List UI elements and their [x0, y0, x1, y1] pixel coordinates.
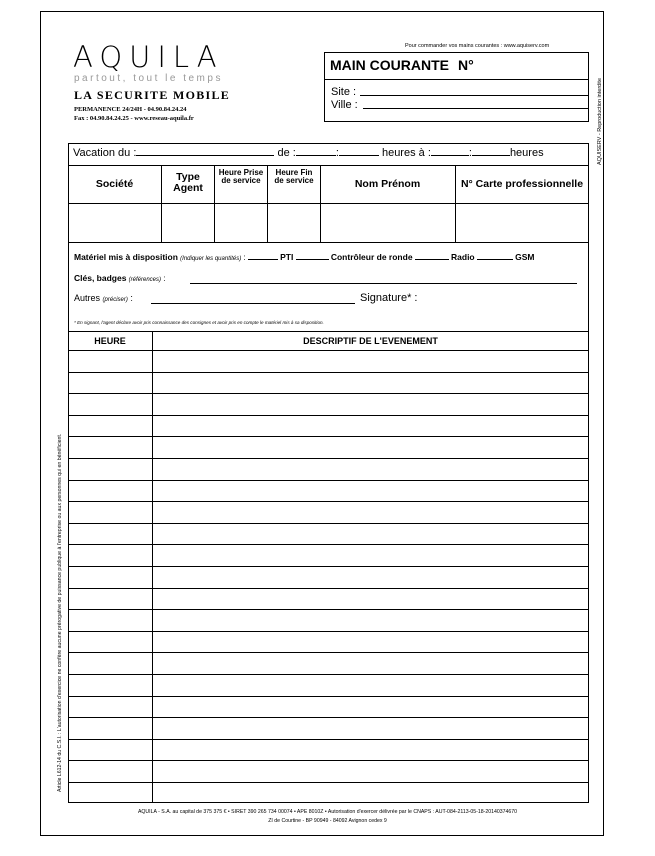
title-divider — [325, 79, 588, 80]
end-minute-field[interactable] — [472, 155, 510, 156]
event-description-cell[interactable] — [153, 632, 588, 652]
event-description-cell[interactable] — [153, 502, 588, 522]
event-heure-cell[interactable] — [69, 502, 152, 522]
col-header-heure: HEURE — [94, 336, 126, 346]
staff-table-top — [68, 165, 589, 166]
company-name: LA SECURITE MOBILE — [74, 88, 231, 102]
col-header-carte-pro: N° Carte professionnelle — [460, 178, 584, 190]
pti-label: PTI — [280, 252, 294, 262]
event-description-cell[interactable] — [153, 373, 588, 393]
col-header-heure-fin: Heure Fin de service — [274, 168, 314, 186]
event-heure-cell[interactable] — [69, 589, 152, 609]
end-hour-field[interactable] — [431, 155, 469, 156]
radio-label: Radio — [451, 252, 475, 262]
event-heure-cell[interactable] — [69, 545, 152, 565]
event-heure-cell[interactable] — [69, 524, 152, 544]
event-description-cell[interactable] — [153, 589, 588, 609]
heure-fin-cell[interactable] — [268, 204, 320, 241]
main-courante-box — [324, 52, 589, 122]
ville-label: Ville : — [331, 99, 358, 111]
cles-row — [74, 273, 165, 283]
event-description-cell[interactable] — [153, 653, 588, 673]
event-description-cell[interactable] — [153, 718, 588, 738]
number-label: N° — [458, 57, 474, 73]
event-description-cell[interactable] — [153, 351, 588, 371]
gsm-qty-field[interactable] — [477, 259, 513, 260]
event-description-cell[interactable] — [153, 524, 588, 544]
company-tagline: partout, tout le temps — [74, 73, 223, 84]
cles-field[interactable] — [190, 283, 577, 284]
vacation-de-label: de : — [277, 147, 296, 159]
col-header-societe: Société — [95, 178, 134, 190]
autres-field[interactable] — [151, 303, 355, 304]
type-agent-cell[interactable] — [162, 204, 214, 241]
event-description-cell[interactable] — [153, 567, 588, 587]
event-description-cell[interactable] — [153, 545, 588, 565]
event-description-cell[interactable] — [153, 481, 588, 501]
societe-cell[interactable] — [69, 204, 161, 241]
event-heure-cell[interactable] — [69, 610, 152, 630]
autres-row — [74, 293, 133, 303]
site-field[interactable] — [360, 95, 588, 96]
nom-prenom-cell[interactable] — [321, 204, 455, 241]
materiel-colon: : — [243, 253, 246, 262]
start-minute-field[interactable] — [339, 155, 379, 156]
events-table-top — [68, 331, 589, 332]
event-heure-cell[interactable] — [69, 459, 152, 479]
vacation-heures-label: heures — [509, 147, 544, 159]
event-heure-cell[interactable] — [69, 567, 152, 587]
pti-qty-field[interactable] — [248, 259, 278, 260]
order-note: Pour commander vos mains courantes : www.aquiserv.com — [405, 43, 550, 49]
vacation-label: Vacation du : — [73, 147, 137, 159]
vacation-heures-a-label: heures à : — [381, 147, 431, 159]
autres-label: Autres — [74, 293, 101, 303]
event-description-cell[interactable] — [153, 740, 588, 760]
event-heure-cell[interactable] — [69, 632, 152, 652]
heure-prise-cell[interactable] — [215, 204, 267, 241]
site-label: Site : — [331, 86, 357, 98]
autres-hint: (préciser) — [102, 297, 128, 303]
event-heure-cell[interactable] — [69, 718, 152, 738]
cles-hint: (références) — [128, 277, 162, 283]
col-header-descriptif: DESCRIPTIF DE L'EVENEMENT — [303, 336, 438, 346]
materiel-label: Matériel mis à disposition — [74, 252, 178, 262]
event-description-cell[interactable] — [153, 610, 588, 630]
event-heure-cell[interactable] — [69, 697, 152, 717]
carte-pro-cell[interactable] — [456, 204, 588, 241]
signature-label: Signature* : — [360, 292, 418, 304]
event-heure-cell[interactable] — [69, 761, 152, 781]
event-row-line — [68, 782, 589, 783]
signature-field[interactable] — [428, 290, 583, 305]
materiel-hint: (Indiquer les quantités) — [180, 256, 242, 262]
vacation-date-field[interactable] — [136, 155, 274, 156]
legal-article-notice: Article L612-14 du C.S.I. : L'autorisation d'exercice ne confère aucune prérogative de puissance publique à l'entreprise ou aux personnes qui en bénéficient. — [57, 433, 63, 792]
controleur-label: Contrôleur de ronde — [330, 252, 413, 262]
event-description-cell[interactable] — [153, 459, 588, 479]
gsm-label: GSM — [515, 252, 535, 262]
cles-label: Clés, badges — [74, 273, 127, 283]
event-heure-cell[interactable] — [69, 481, 152, 501]
col-header-type-agent: Type Agent — [173, 171, 203, 195]
event-heure-cell[interactable] — [69, 653, 152, 673]
footer-address: ZI de Courtine - BP 90949 - 84092 Avignon cedex 9 — [268, 818, 387, 824]
event-description-cell[interactable] — [153, 416, 588, 436]
ville-field[interactable] — [363, 108, 588, 109]
form-title: MAIN COURANTE — [330, 57, 449, 73]
event-description-cell[interactable] — [153, 437, 588, 457]
event-heure-cell[interactable] — [69, 675, 152, 695]
company-logo: AQUILA — [73, 40, 224, 74]
event-description-cell[interactable] — [153, 697, 588, 717]
vacation-colon-2: : — [468, 147, 472, 159]
cles-colon: : — [163, 274, 166, 283]
event-heure-cell[interactable] — [69, 740, 152, 760]
vacation-row — [73, 147, 544, 159]
radio-qty-field[interactable] — [415, 259, 449, 260]
col-header-nom-prenom: Nom Prénom — [354, 178, 421, 190]
col-header-heure-prise: Heure Prise de service — [218, 168, 264, 186]
fax-website: Fax : 04.90.84.24.25 - www.reseau-aquila.fr — [74, 115, 194, 122]
permanence-phone: PERMANENCE 24/24H - 04.90.84.24.24 — [74, 106, 187, 113]
signature-footnote: * En signant, l'agent déclare avoir pris connaissance des consignes et avoir pris en compte le matériel mis à sa disposition. — [74, 320, 324, 325]
event-description-cell[interactable] — [153, 394, 588, 414]
materiel-row — [74, 252, 534, 262]
event-description-cell[interactable] — [153, 761, 588, 781]
autres-colon: : — [130, 293, 133, 303]
start-hour-field[interactable] — [296, 155, 336, 156]
footer-legal: AQUILA - S.A. au capital de 375 375 € • SIRET 390 265 734 00074 • APE 8010Z • Autorisation d'exercer délivrée par le CNAPS : AUT-084-2113-05-18-20140374670 — [137, 809, 518, 815]
event-heure-cell[interactable] — [69, 351, 152, 371]
event-heure-cell[interactable] — [69, 394, 152, 414]
staff-table-bottom — [68, 242, 589, 243]
event-heure-cell[interactable] — [69, 416, 152, 436]
event-heure-cell[interactable] — [69, 437, 152, 457]
reproduction-notice: AQUISERV - Reproduction interdite — [597, 77, 603, 165]
event-heure-cell[interactable] — [69, 373, 152, 393]
controleur-qty-field[interactable] — [296, 259, 329, 260]
event-description-cell[interactable] — [153, 675, 588, 695]
vacation-colon-1: : — [335, 147, 339, 159]
